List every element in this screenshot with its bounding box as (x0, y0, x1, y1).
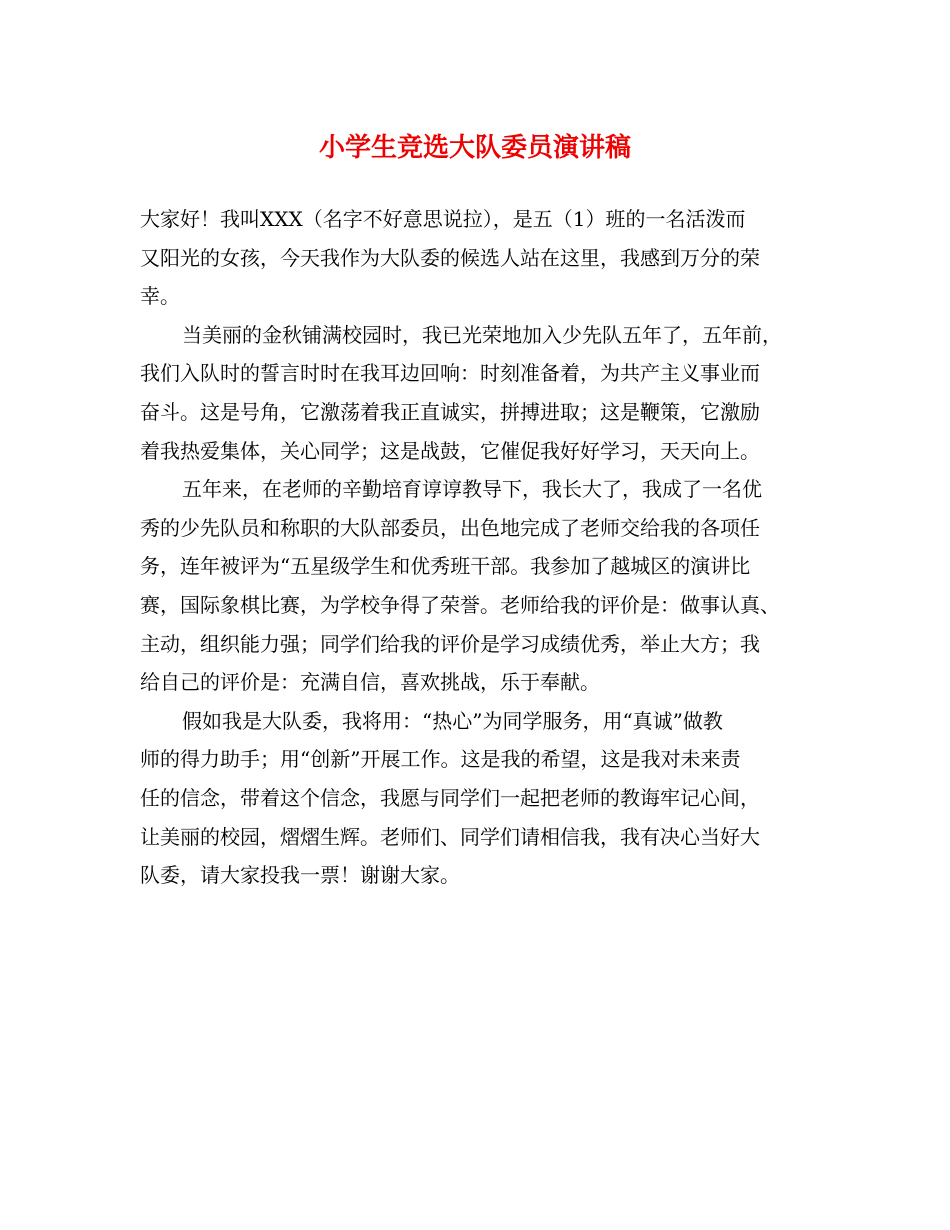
text-line: 幸。 (140, 284, 180, 309)
text-line: 让美丽的校园，熠熠生辉。老师们、同学们请相信我，我有决心当好大 (140, 824, 760, 849)
document-body (140, 200, 830, 895)
text-line: 给自己的评价是：充满自信，喜欢挑战，乐于奉献。 (140, 670, 600, 695)
text-line: 赛，国际象棋比赛，为学校争得了荣誉。老师给我的评价是：做事认真、 (140, 592, 780, 617)
text-line: 大家好！我叫XXX（名字不好意思说拉），是五（1）班的一名活泼而 (140, 207, 746, 231)
text-line: 秀的少先队员和称职的大队部委员，出色地完成了老师交给我的各项任 (140, 515, 760, 540)
text-line: 着我热爱集体，关心同学；这是战鼓，它催促我好好学习，天天向上。 (140, 438, 760, 463)
text-line: 又阳光的女孩，今天我作为大队委的候选人站在这里，我感到万分的荣 (140, 245, 760, 270)
text-line: 师的得力助手；用“创新”开展工作。这是我的希望，这是我对未来责 (140, 747, 741, 772)
text-line: 我们入队时的誓言时时在我耳边回响：时刻准备着，为共产主义事业而 (140, 361, 760, 386)
text-line: 奋斗。这是号角，它激荡着我正直诚实，拼搏进取；这是鞭策，它激励 (140, 399, 760, 424)
document-title: 小学生竞选大队委员演讲稿 (318, 133, 631, 163)
text-line: 队委，请大家投我一票！谢谢大家。 (140, 863, 460, 888)
text-line: 任的信念，带着这个信念，我愿与同学们一起把老师的教诲牢记心间， (140, 785, 760, 810)
text-line: 务，连年被评为“五星级学生和优秀班干部。我参加了越城区的演讲比 (140, 554, 751, 579)
text-line: 主动，组织能力强；同学们给我的评价是学习成绩优秀，举止大方；我 (140, 631, 760, 656)
text-line: 假如我是大队委，我将用：“热心”为同学服务，用“真诚”做教 (182, 708, 723, 733)
text-line: 当美丽的金秋铺满校园时，我已光荣地加入少先队五年了，五年前， (182, 322, 782, 347)
text-line: 五年来，在老师的辛勤培育谆谆教导下，我长大了，我成了一名优 (182, 477, 762, 502)
